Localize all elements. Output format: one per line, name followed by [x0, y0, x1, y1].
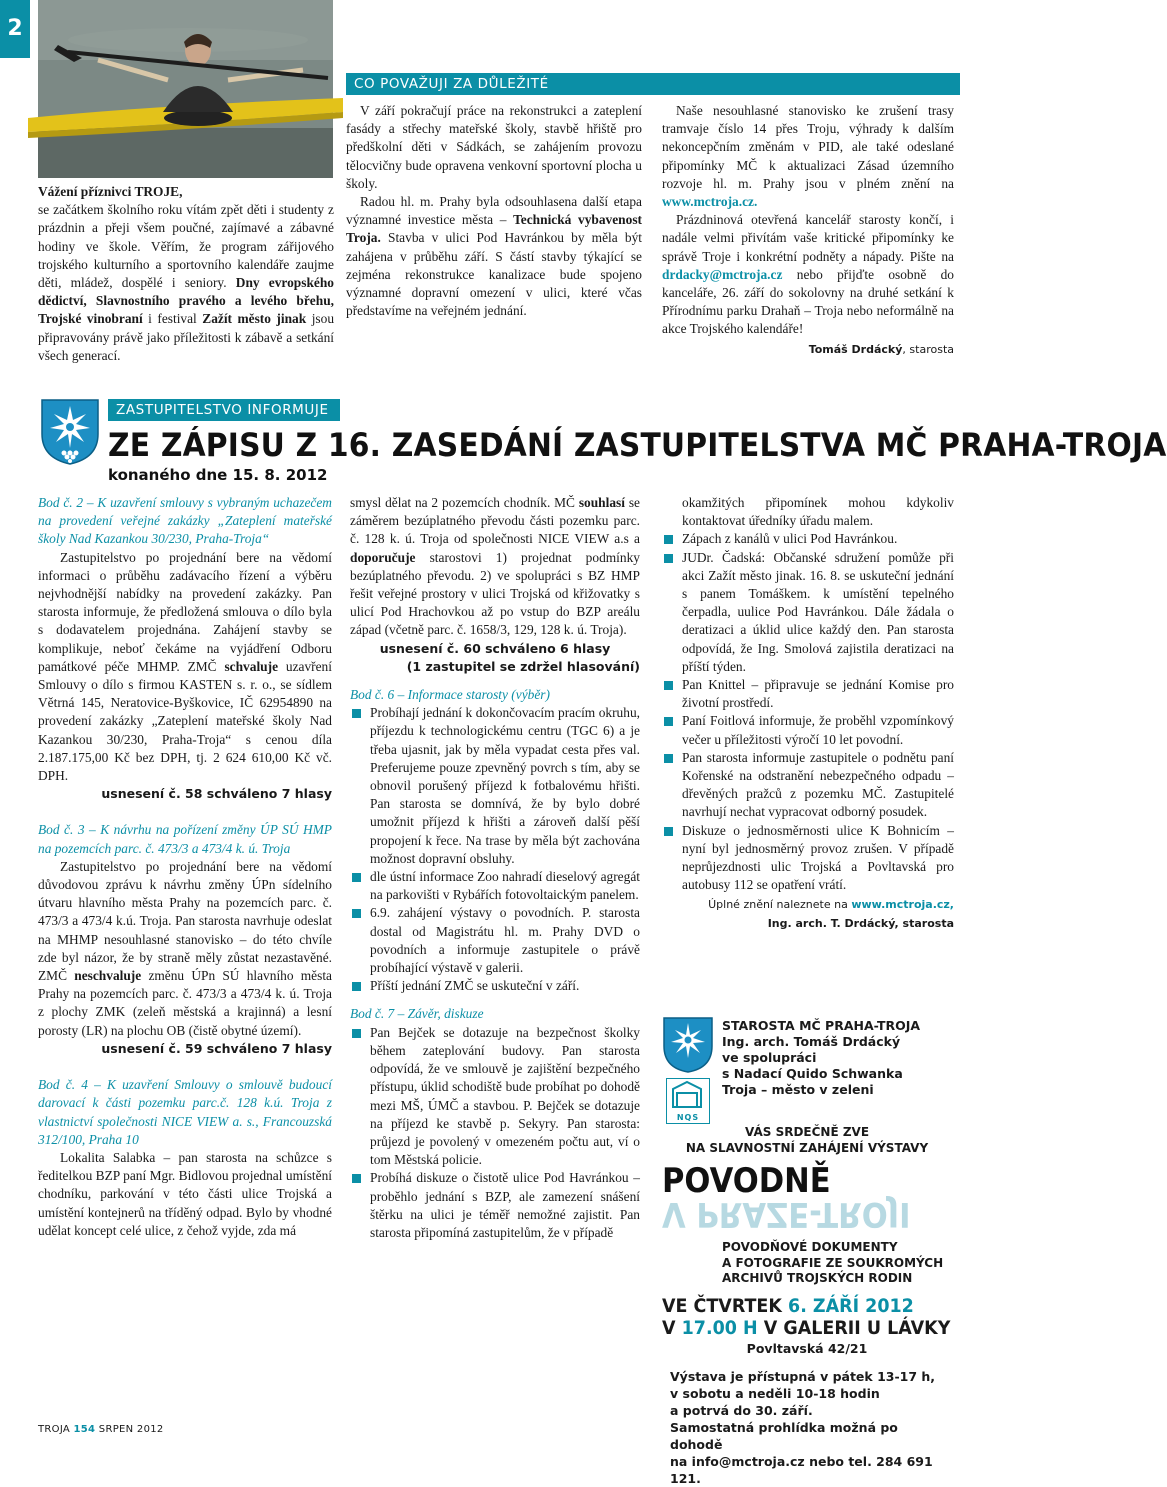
ad-invite-1: VÁS SRDEČNĚ ZVE — [744, 1125, 870, 1139]
ad-header-1: STAROSTA MČ PRAHA-TROJA — [722, 1018, 921, 1033]
intro-text — [38, 183, 334, 365]
minutes-col-2 — [350, 494, 640, 1242]
bod3-bold: neschvaluje — [74, 968, 142, 984]
col2-res-b: (1 zastupitel se zdržel hlasování) — [406, 658, 640, 674]
nqs-label: NQS — [676, 1113, 700, 1122]
bod7-item: Probíhá diskuze o čistotě ulice Pod Havránkou – proběhlo jednání s BZP, ale zamezení snášení štěrku na ulici je téměř nemožné zajistit. Pan starosta připomíná zastupitelům, že v případě — [350, 1169, 640, 1242]
ad-time-a: V — [662, 1316, 676, 1339]
important-p2-b: Stavba v ulici Pod Havránkou by měla být zahájena v průběhu září. S částí stavby týkající se zejména rekonstrukce kanalizace bude spojeno významné dopravní omezení v ulici, které včas představíme na veřejném jednání. — [346, 230, 642, 319]
full-text-note: Úplné znění naleznete na — [708, 898, 848, 912]
important-p4-a: Prázdninová otevřená kancelář starosty končí, i nadále velmi přivítám vaše kritické připomínky ke správě Troje i konkrétní podněty a nápady. Pište na — [662, 212, 954, 264]
page-title: ZE ZÁPISU Z 16. ZASEDÁNÍ ZASTUPITELSTVA MČ PRAHA-TROJA — [108, 426, 1167, 464]
bod3-label: Bod č. 3 — [38, 822, 85, 838]
ad-invite-2: NA SLAVNOSTNÍ ZAHÁJENÍ VÝSTAVY — [685, 1141, 929, 1155]
ad-header-5: Troja – město v zeleni — [722, 1082, 874, 1097]
ad-title-povodne: POVODNĚ — [662, 1161, 831, 1201]
ad-date-a: VE ČTVRTEK — [662, 1294, 782, 1317]
ad-docs-3: ARCHIVŮ TROJSKÝCH RODIN — [722, 1271, 913, 1285]
col2-text-b: se záměrem bezúplatného převodu části pozemku parc. č. 128 k. ú. Troja od společnosti NICE VIEW a.s a — [350, 495, 640, 547]
col2-bold-a: souhlasí — [578, 495, 625, 510]
bod2-resolution: usnesení č. 58 schváleno 7 hlasy — [101, 786, 332, 802]
footer-issue: SRPEN 2012 — [98, 1424, 164, 1435]
bod7-title: – Závěr, diskuze — [394, 1006, 484, 1022]
bod3-text-b: změnu ÚPn SÚ hlavního města Prahy na pozemcích parc. č. 473/3 a 473/4 k. ú. Troja z plochy ZMK (zeleň městská a krajinná) a lesní porosty (LR) na plochu OB (čistě obytné území). — [38, 968, 332, 1038]
ad-open-3: a potrvá do 30. září. — [670, 1402, 813, 1418]
col3-item: Paní Foitlová informuje, že proběhl vzpomínkový večer u příležitosti výročí 10 let povodní. — [662, 712, 954, 748]
col3-item: JUDr. Čadská: Občanské sdružení pomůže při akci Zažít město jinak. 16. 8. se uskuteční jednání s panem Tomáškem. k umístění tepelného čerpadla, uulice Pod Havránkou. Dále žádala o deratizaci a úklid ulice každý den. Pan starosta odpovídá, že Ing. Smolová zajistila deratizaci na příští týden. — [662, 549, 954, 676]
ad-header-4: s Nadací Quido Schwanka — [722, 1066, 903, 1081]
bod3-resolution: usnesení č. 59 schváleno 7 hlasy — [101, 1040, 332, 1056]
kayak-photo — [38, 0, 333, 178]
exhibition-ad — [662, 1010, 952, 1487]
bod7-label: Bod č. 7 — [350, 1006, 395, 1022]
signature-name: Tomáš Drdácký — [808, 342, 903, 356]
full-text-link[interactable]: www.mctroja.cz, — [851, 898, 954, 912]
col3-intro: okamžitých připomínek mohou kdykoliv kontaktovat úředníky úřadu malem. — [682, 495, 954, 529]
footer-brand: TROJA — [38, 1424, 71, 1435]
bod6-item: dle ústní informace Zoo nahradí dieselový agregát na parkovišti v Rybářích fotovoltaickým panelem. — [350, 868, 640, 904]
nqs-logo — [666, 1078, 710, 1124]
bod3-title: – K návrhu na pořízení změny ÚP SÚ HMP na pozemcích parc. č. 473/3 a 473/4 k. ú. Troja — [38, 822, 332, 856]
minutes-col-3 — [662, 494, 954, 933]
col3-item: Zápach z kanálů v ulici Pod Havránkou. — [662, 530, 954, 548]
intro-greeting: Vážení příznivci TROJE, — [38, 184, 183, 199]
important-p4-b: nebo přijďte osobně do kanceláře, 26. září do sokolovny na druhé setkání k Přírodnímu parku Drahaň – Troja nebo neformálně na akce Trojského kalendáře! — [662, 266, 954, 337]
bod2-bold: schvaluje — [224, 658, 279, 674]
ad-coat-of-arms-icon — [662, 1016, 714, 1074]
important-col-2 — [662, 102, 954, 359]
important-p3: Naše nesouhlasné stanovisko ke zrušení trasy tramvaje číslo 14 přes Troju, výhrady k dalším nekoncepčním změnám v PID, ale také odeslané připomínky MČ k aktualizaci Zásad územního rozvoje hl. m. Prahy jsou v plném znění na — [662, 103, 954, 191]
bod7-item: Pan Bejček se dotazuje na bezpečnost školky během zateplování budovy. Pan starosta odpovídá, že ve smlouvě je zajištění bezpečného přístupu, úklid schodiště bude probíhat po dohodě mezi MŠ, ÚMČ a stavbou. P. Bejček se dotazuje na příjezd ke stavbě p. Sekyry. Pan starosta: průjezd je povolený v omezeném počtu aut, ví o tom Městská policie. — [350, 1024, 640, 1170]
signature — [662, 341, 954, 359]
ad-address: Povltavská 42/21 — [746, 1340, 868, 1356]
intro-bold-c: Zažít město jinak — [202, 311, 307, 327]
footer — [38, 1424, 164, 1435]
bod6-item: 6.9. zahájení výstavy o povodních. P. starosta dostal od Magistrátu hl. m. Prahy DVD o povodních a informuje zastupitele o právě probíhající výstavě v galerii. — [350, 904, 640, 977]
ad-open-4: Samostatná prohlídka možná po dohodě — [670, 1419, 898, 1452]
ad-date-b: 6. ZÁŘÍ 2012 — [788, 1294, 914, 1317]
col2-bold-b: doporučuje — [350, 549, 416, 565]
bod6-item: Probíhají jednání k dokončovacím pracím okruhu, příjezdu k technologickému centru (TGC 6) a je třeba ujasnit, jak by měla vypadat cesta přes val. Preferujeme pouze zpevněný povrch s tím, aby se obnovil porušený příjezd k fotbalovému hřišti. Pan starosta se domnívá, že by bylo dobré umožnit příjezd k hřišti a zároveň další pěší propojení k řece. Na trase by měla být zachována možnost dopravní obsluhy. — [350, 704, 640, 868]
col2-text-a: smysl dělat na 2 pozemcích chodník. MČ — [350, 495, 575, 510]
ad-title-reflection: V PRAZE-TROJI — [662, 1194, 911, 1234]
bod3-text-a: Zastupitelstvo po projednání bere na vědomí důvodovou zprávu k návrhu změny ÚPn sídelního útvaru hlavního města Prahy na pozemcích parc. č. 473/3 a 473/4 k.ú. Troja. Pan starosta navrhuje odeslat na MHMP nesouhlasné stanovisko – do této chvíle zde byl názor, že by straně měly zůstat nezastavěné. ZMČ — [38, 858, 332, 984]
bod6-title: – Informace starosty (výběr) — [394, 687, 550, 703]
important-p1: V září pokračují práce na rekonstrukci a zateplení fasády a střechy mateřské školy, stavbě hřiště pro předškolní děti v Sádkách, se zahájením provozu tělocvičny bude opravena venkovní sportovní plocha u školy. — [346, 103, 642, 191]
important-p2-bold: Technická vybavenost Troja. — [346, 212, 642, 246]
ad-header-2: Ing. arch. Tomáš Drdácký — [722, 1034, 901, 1049]
intro-bold-a: Dny evropského dědictví, Slavnostního pravého a levého břehu, — [38, 275, 334, 309]
signature-role: , starosta — [902, 342, 954, 356]
intro-text-a: se začátkem školního roku vítám zpět děti i studenty z prázdnin a přeji všem poučné, zajímavé a zábavné hodiny ve škole. Věřím, že program zářijového trojského kulturního a sportovního kalendáře zaujme děti, mládež, dospělé i seniory. — [38, 202, 334, 291]
important-p2-a: Radou hl. m. Prahy byla odsouhlasena další etapa významné investice města – — [346, 194, 642, 228]
ad-docs-1: POVODŇOVÉ DOKUMENTY — [722, 1240, 898, 1254]
ad-docs-2: A FOTOGRAFIE ZE SOUKROMÝCH — [722, 1255, 944, 1270]
section-important-header: CO POVAŽUJI ZA DŮLEŽITÉ — [346, 73, 960, 95]
col2-text-c: starostovi 1) projednat podmínky bezúplatného převodu. 2) ve spolupráci s BZ HMP řešit veřejné prostory v ulici Trojská od křižovatky s ulicí Pod Hrachovkou až po vstup do BZP areálu západ (včetně parc. č. 1658/3, 129, 128 k. ú. Troja). — [350, 549, 640, 638]
intro-text-c: jsou připravovány právě jako příležitosti k zábavě a setkání všech generací. — [38, 311, 335, 363]
intro-text-b: i festival — [148, 311, 197, 327]
bod4-title: – K uzavření Smlouvy o smlouvě budoucí darovací k části pozemku parc.č. 128 k.ú. Troja z vlastnictví společnosti NICE VIEW a. s., Francouzská 312/100, Praha 10 — [38, 1077, 332, 1147]
col3-signature: Ing. arch. T. Drdácký, starosta — [767, 916, 954, 930]
footer-number: 154 — [73, 1424, 96, 1435]
email-link[interactable]: drdacky@mctroja.cz — [662, 266, 783, 282]
bod4-label: Bod č. 4 — [38, 1077, 88, 1093]
intro-bold-b: Trojské vinobraní — [38, 311, 143, 327]
ad-open-2: v sobotu a neděli 10-18 hodin — [670, 1385, 880, 1401]
col3-item: Pan Knittel – připravuje se jednání Komise pro životní prostředí. — [662, 676, 954, 712]
bod2-text-a: Zastupitelstvo po projednání bere na vědomí informaci o průběhu zadávacího řízení a výběru nejvhodnější nabídky na provedení zakázky. Pan starosta informuje, že předložená smlouva o dílo byla s dodavatelem projednána. Zahájení stavby se komplikuje, neboť čekáme na vyjádření Odboru památkové péče MHMP. ZMČ — [38, 549, 332, 674]
page-subtitle: konaného dne 15. 8. 2012 — [108, 466, 328, 484]
mctroja-link[interactable]: www.mctroja.cz. — [662, 194, 758, 210]
ad-time-b: 17.00 H — [681, 1316, 758, 1339]
important-col-1 — [346, 102, 642, 320]
col2-res-a: usnesení č. 60 schváleno 6 hlasy — [379, 640, 611, 656]
col3-item: Diskuze o jednosměrnosti ulice K Bohnicím – nyní byl jednosměrný provoz zrušen. V případě neprůjezdnosti ulic Trojská a Povltavská pro autobusy 112 se opatření vrátí. — [662, 822, 954, 895]
ad-open-5: na info@mctroja.cz nebo tel. 284 691 121. — [670, 1453, 933, 1486]
zastupitelstvo-bar: ZASTUPITELSTVO INFORMUJE — [108, 399, 340, 421]
bod2-label: Bod č. 2 — [38, 495, 84, 510]
bod6-item: Příští jednání ZMČ se uskuteční v září. — [350, 977, 640, 995]
ad-open-1: Výstava je přístupná v pátek 13-17 h, — [670, 1368, 936, 1384]
coat-of-arms-icon — [40, 398, 100, 466]
bod2-text-b: uzavření Smlouvy o dílo s firmou KASTEN s. r. o., se sídlem Větrná 145, Neratovice-Byškovice, IČ 62954890 na provedení zakázky „Zateplení mateřské školy Nad Kazankou 30/230, Praha-Troja“ s cenou díla 2.187.175,00 Kč bez DPH, tj. 2 624 610,00 Kč vč. DPH. — [38, 658, 332, 784]
minutes-col-1 — [38, 494, 332, 1240]
bod2-title: – K uzavření smlouvy s vybraným uchazečem na provedení veřejné zakázky „Zateplení mateřské školy Nad Kazankou 30/230, Praha-Troja“ — [38, 495, 332, 547]
ad-header-3: ve spolupráci — [722, 1050, 817, 1065]
bod6-label: Bod č. 6 — [350, 687, 395, 703]
col3-item: Pan starosta informuje zastupitele o podnětu paní Kořenské na odstranění nebezpečného odpadu – dřevěných pražců z pozemku MČ. Zastupitelé navrhují nechat vypracovat odborný posudek. — [662, 749, 954, 822]
bod4-text: Lokalita Salabka – pan starosta na schůzce s ředitelkou BZP paní Mgr. Bidlovou projednal umístění chodníku, parkování v této části ulice Trojská a umístění kontejnerů na tříděný odpad. Bylo by vhodné udělat koncept celé ulice, z čehož vyjde, zda má — [38, 1149, 332, 1238]
page-number: 2 — [0, 0, 30, 58]
ad-time-c: V GALERII U LÁVKY — [763, 1316, 951, 1339]
